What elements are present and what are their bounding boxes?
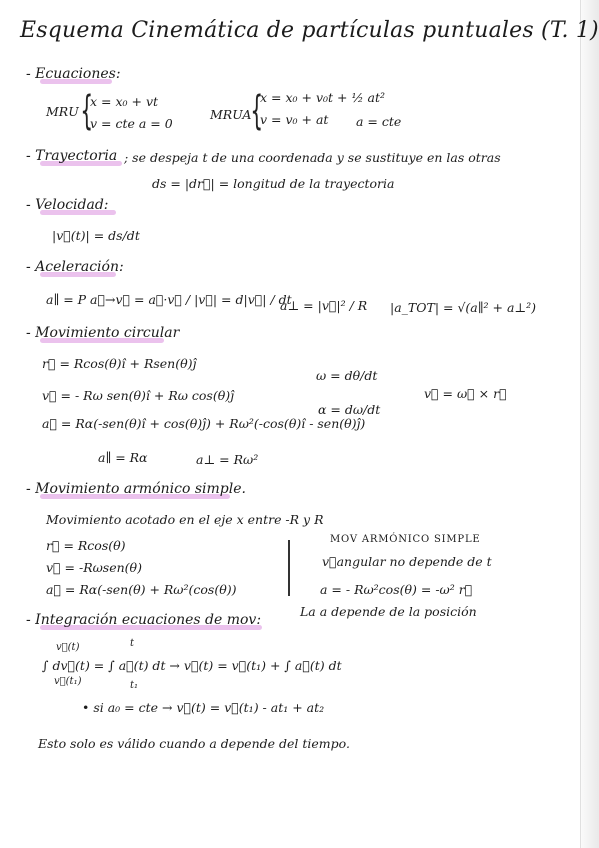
integracion-footer: Esto solo es válido cuando a depende del tiempo. [38,736,350,751]
armonico-intro: Movimiento acotado en el eje x entre -R y R [46,512,324,527]
integral-t-lower: t₁ [130,680,139,691]
trayectoria-text2: ds = |dr⃗| = longitud de la trayectoria [152,176,395,191]
integral-t-upper: t [130,638,135,649]
velocidad-eq: |v⃗(t)| = ds/dt [52,228,140,243]
circular-r: r⃗ = Rcos(θ)î + Rsen(θ)ĵ [42,356,197,371]
heading-aceleracion: - Aceleración: [26,259,124,275]
mru-eq1: x = x₀ + vt [90,94,159,109]
armonico-note1: MOV ARMÓNICO SIMPLE [330,534,481,545]
mrua-eq2: v = v₀ + at [260,112,329,127]
circular-aperp: a⊥ = Rω² [196,452,259,467]
heading-armonico: - Movimiento armónico simple. [26,481,246,497]
mrua-eq1: x = x₀ + v₀t + ½ at² [260,90,386,105]
armonico-a: a⃗ = Rα(-sen(θ) + Rω²(cos(θ)) [46,582,237,597]
aceleracion-eq3: |a_TOT| = √(a∥² + a⊥²) [390,300,537,315]
circular-cross: v⃗ = ω⃗ × r⃗ [424,386,507,401]
heading-trayectoria: - Trayectoria [26,148,118,164]
aceleracion-eq1: a∥ = P a⃗→v⃗ = a⃗·v⃗ / |v⃗| = d|v⃗| / dt [46,292,292,307]
integracion-eq2: • si a₀ = cte → v⃗(t) = v⃗(t₁) - at₁ + at₂ [82,700,325,715]
mrua-label: MRUA [210,107,252,122]
mru-label: MRU [46,104,79,119]
trayectoria-text1: ; se despeja t de una coordenada y se sustituye en las otras [124,150,501,165]
armonico-note3: a = - Rω²cos(θ) = -ω² r⃗ [320,582,473,597]
heading-integracion: - Integración ecuaciones de mov: [26,612,262,628]
armonico-note2: v⃗angular no depende de t [322,554,492,569]
integral-lower-limit: v⃗(t₁) [54,676,82,687]
mrua-brace: { [250,88,264,134]
armonico-note4: La a depende de la posición [300,604,477,619]
integral-upper-limit: v⃗(t) [56,642,80,653]
circular-omega: ω = dθ/dt [316,368,378,383]
circular-apar: a∥ = Rα [98,450,148,465]
circular-a: a⃗ = Rα(-sen(θ)î + cos(θ)ĵ) + Rω²(-cos(θ)î - sen(θ)ĵ) [42,416,366,431]
mrua-eq3: a = cte [356,114,402,129]
circular-alpha: α = dω/dt [318,402,381,417]
heading-circular: - Movimiento circular [26,325,180,341]
armonico-v: v⃗ = -Rωsen(θ) [46,560,142,575]
page-edge [580,0,599,848]
mru-eq2: v = cte a = 0 [90,116,173,131]
heading-ecuaciones: - Ecuaciones: [26,66,121,82]
aceleracion-eq2: a⊥ = |v⃗|² / R [280,298,368,313]
integracion-eq1: ∫ dv⃗(t) = ∫ a⃗(t) dt → v⃗(t) = v⃗(t₁) + ∫ a⃗(t) dt [42,658,342,673]
circular-v: v⃗ = - Rω sen(θ)î + Rω cos(θ)ĵ [42,388,234,403]
armonico-r: r⃗ = Rcos(θ) [46,538,126,553]
heading-velocidad: - Velocidad: [26,197,109,213]
page-title: Esquema Cinemática de partículas puntuales (T. 1) [20,18,599,43]
mru-brace: { [80,88,94,134]
armonico-divider [288,540,290,596]
